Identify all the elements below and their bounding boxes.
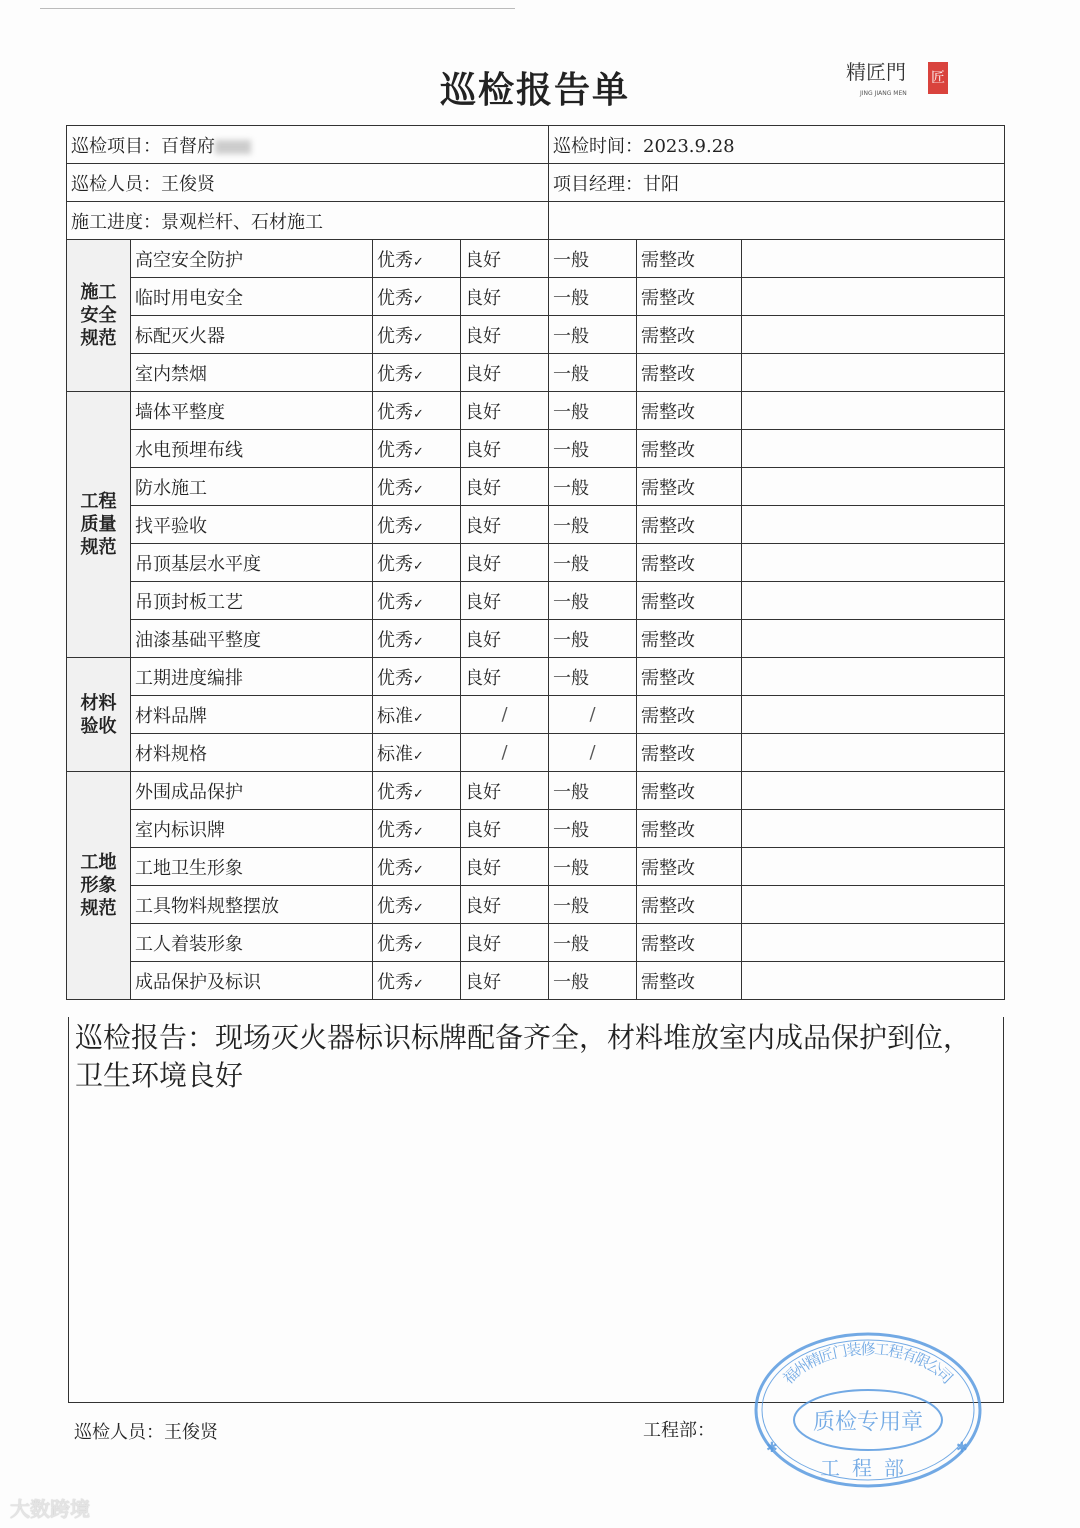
table-row [67, 354, 1005, 392]
rating-label: 一般 [553, 933, 589, 955]
rating-option [373, 582, 461, 620]
table-row [67, 316, 1005, 354]
rating-label: 良好 [465, 781, 501, 803]
rating-label: 优秀 [377, 325, 413, 347]
rating-label: 一般 [553, 553, 589, 575]
check-mark: ✓ [413, 976, 424, 992]
table-row [67, 962, 1005, 1000]
rating-option [461, 734, 549, 772]
rating-label: 一般 [553, 325, 589, 347]
rating-option [637, 924, 742, 962]
rating-option [461, 506, 549, 544]
category-cell: 工地形象规范 [67, 772, 131, 1000]
rating-option [637, 886, 742, 924]
blank-cell [742, 734, 1005, 772]
rating-option [637, 772, 742, 810]
rating-label: 一般 [553, 629, 589, 651]
rating-option [637, 582, 742, 620]
rating-option [373, 962, 461, 1000]
check-mark: ✓ [413, 444, 424, 460]
rating-label: 一般 [553, 477, 589, 499]
rating-option [549, 962, 637, 1000]
rating-label: 一般 [553, 667, 589, 689]
star-icon: ✱ [956, 1440, 968, 1456]
rating-option [637, 354, 742, 392]
blank-cell [742, 810, 1005, 848]
rating-label: / [501, 704, 508, 725]
rating-label: 良好 [465, 857, 501, 879]
blank-cell [742, 696, 1005, 734]
category-cell: 材料验收 [67, 658, 131, 772]
category-cell: 施工安全规范 [67, 240, 131, 392]
rating-option [461, 886, 549, 924]
rating-label: 需整改 [641, 515, 695, 537]
rating-label: 良好 [465, 363, 501, 385]
project-value: 百督府 [161, 135, 215, 157]
logo-badge: 匠 [928, 62, 948, 94]
rating-option [549, 392, 637, 430]
rating-option [373, 354, 461, 392]
header-row-project [67, 126, 1005, 164]
rating-label: 一般 [553, 439, 589, 461]
rating-label: / [589, 742, 596, 763]
blank-cell [742, 658, 1005, 696]
rating-option [637, 316, 742, 354]
item-name: 外围成品保护 [131, 772, 373, 810]
rating-option [373, 658, 461, 696]
rating-option [549, 430, 637, 468]
table-row [67, 506, 1005, 544]
rating-option [461, 924, 549, 962]
item-name: 材料规格 [131, 734, 373, 772]
table-row [67, 620, 1005, 658]
rating-label: 良好 [465, 249, 501, 271]
rating-option [549, 620, 637, 658]
rating-option [461, 392, 549, 430]
blank-cell [742, 772, 1005, 810]
rating-label: 优秀 [377, 629, 413, 651]
check-mark: ✓ [413, 330, 424, 346]
rating-label: 需整改 [641, 401, 695, 423]
item-name: 工期进度编排 [131, 658, 373, 696]
rating-option [637, 658, 742, 696]
item-name: 吊顶基层水平度 [131, 544, 373, 582]
table-row [67, 240, 1005, 278]
blank-cell [742, 240, 1005, 278]
rating-option [373, 696, 461, 734]
document-title: 巡检报告单 [439, 69, 630, 111]
item-name: 高空安全防护 [131, 240, 373, 278]
progress-label: 施工进度： [71, 211, 161, 233]
rating-label: 一般 [553, 515, 589, 537]
table-row [67, 392, 1005, 430]
rating-option [637, 468, 742, 506]
manager-value: 甘阳 [643, 173, 679, 195]
table-row [67, 278, 1005, 316]
item-name: 油漆基础平整度 [131, 620, 373, 658]
table-row [67, 772, 1005, 810]
rating-option [373, 886, 461, 924]
rating-option [461, 468, 549, 506]
item-name: 临时用电安全 [131, 278, 373, 316]
rating-option [637, 506, 742, 544]
rating-label: 优秀 [377, 933, 413, 955]
rating-label: 需整改 [641, 325, 695, 347]
rating-option [373, 240, 461, 278]
rating-label: 优秀 [377, 971, 413, 993]
stamp-outer-text: 福州精匠门装修工程有限公司 [779, 1339, 957, 1388]
rating-option [637, 278, 742, 316]
check-mark: ✓ [413, 596, 424, 612]
inspector-cell [67, 164, 549, 202]
logo-subtext: JING JIANG MEN [860, 90, 907, 97]
rating-option [549, 468, 637, 506]
rating-option [373, 620, 461, 658]
rating-label: 良好 [465, 439, 501, 461]
rating-option [549, 506, 637, 544]
check-mark: ✓ [413, 482, 424, 498]
table-row [67, 924, 1005, 962]
header-row-inspector [67, 164, 1005, 202]
rating-label: 优秀 [377, 591, 413, 613]
rating-label: 需整改 [641, 591, 695, 613]
rating-label: 一般 [553, 819, 589, 841]
item-name: 材料品牌 [131, 696, 373, 734]
rating-label: 优秀 [377, 439, 413, 461]
rating-label: 需整改 [641, 249, 695, 271]
rating-option [373, 544, 461, 582]
rating-option [637, 734, 742, 772]
rating-label: 一般 [553, 591, 589, 613]
rating-label: / [501, 742, 508, 763]
rating-option [637, 962, 742, 1000]
rating-option [637, 848, 742, 886]
blank-cell [742, 848, 1005, 886]
rating-label: 一般 [553, 895, 589, 917]
item-name: 工人着装形象 [131, 924, 373, 962]
rating-option [461, 620, 549, 658]
table-row [67, 886, 1005, 924]
logo-text: 精匠門 [846, 60, 906, 84]
rating-label: 需整改 [641, 819, 695, 841]
footer-dept: 工程部： [643, 1420, 715, 1441]
check-mark: ✓ [413, 558, 424, 574]
check-mark: ✓ [413, 786, 424, 802]
check-mark: ✓ [413, 672, 424, 688]
rating-option [637, 392, 742, 430]
rating-label: 一般 [553, 971, 589, 993]
item-name: 工地卫生形象 [131, 848, 373, 886]
rating-option [637, 810, 742, 848]
progress-cell [67, 202, 549, 240]
item-name: 工具物料规整摆放 [131, 886, 373, 924]
rating-label: 良好 [465, 553, 501, 575]
item-name: 标配灭火器 [131, 316, 373, 354]
table-row [67, 810, 1005, 848]
company-logo [846, 60, 950, 104]
rating-option [549, 848, 637, 886]
star-icon: ✱ [766, 1440, 778, 1456]
item-name: 找平验收 [131, 506, 373, 544]
time-cell [549, 126, 1005, 164]
rating-option [373, 810, 461, 848]
rating-option [637, 620, 742, 658]
rating-label: 优秀 [377, 287, 413, 309]
inspector-value: 王俊贤 [161, 173, 215, 195]
blank-cell [742, 316, 1005, 354]
rating-label: 需整改 [641, 477, 695, 499]
rating-option [549, 810, 637, 848]
rating-option [637, 696, 742, 734]
rating-option [461, 658, 549, 696]
blank-cell [742, 962, 1005, 1000]
rating-label: 一般 [553, 401, 589, 423]
rating-option [549, 316, 637, 354]
footer-inspector: 巡检人员：王俊贤 [74, 1422, 218, 1443]
table-row [67, 430, 1005, 468]
rating-option [549, 886, 637, 924]
blank-cell [742, 392, 1005, 430]
blank-cell [742, 506, 1005, 544]
rating-label: 需整改 [641, 287, 695, 309]
watermark: 大数跨境 [10, 1497, 90, 1521]
rating-label: 良好 [465, 477, 501, 499]
rating-option [373, 924, 461, 962]
table-row [67, 848, 1005, 886]
table-row [67, 544, 1005, 582]
quality-stamp [752, 1330, 984, 1490]
rating-label: 需整改 [641, 743, 695, 765]
rating-option [373, 316, 461, 354]
rating-label: 优秀 [377, 781, 413, 803]
check-mark: ✓ [413, 938, 424, 954]
header-row-progress [67, 202, 1005, 240]
item-name: 成品保护及标识 [131, 962, 373, 1000]
rating-option [549, 240, 637, 278]
blank-cell [742, 278, 1005, 316]
rating-option [637, 544, 742, 582]
rating-label: 良好 [465, 895, 501, 917]
rating-label: 需整改 [641, 439, 695, 461]
rating-label: 良好 [465, 325, 501, 347]
empty-cell [549, 202, 1005, 240]
table-row [67, 696, 1005, 734]
rating-label: 良好 [465, 401, 501, 423]
rating-label: 良好 [465, 629, 501, 651]
check-mark: ✓ [413, 862, 424, 878]
rating-option [373, 392, 461, 430]
progress-value: 景观栏杆、石材施工 [161, 211, 323, 233]
rating-option [373, 278, 461, 316]
blank-cell [742, 430, 1005, 468]
rating-label: 需整改 [641, 705, 695, 727]
rating-label: 优秀 [377, 515, 413, 537]
check-mark: ✓ [413, 254, 424, 270]
rating-label: 良好 [465, 591, 501, 613]
rating-option [549, 696, 637, 734]
rating-label: 优秀 [377, 667, 413, 689]
blank-cell [742, 468, 1005, 506]
table-row [67, 734, 1005, 772]
rating-option [461, 430, 549, 468]
time-value: 2023.9.28 [643, 135, 735, 157]
report-label: 巡检报告： [75, 1021, 216, 1054]
rating-label: 一般 [553, 249, 589, 271]
item-name: 水电预埋布线 [131, 430, 373, 468]
stamp-bottom-text: 工程部 [820, 1456, 916, 1480]
check-mark: ✓ [413, 292, 424, 308]
rating-option [461, 772, 549, 810]
project-cell [67, 126, 549, 164]
rating-option [549, 924, 637, 962]
rating-option [461, 278, 549, 316]
rating-label: 一般 [553, 857, 589, 879]
rating-label: 优秀 [377, 895, 413, 917]
check-mark: ✓ [413, 634, 424, 650]
rating-label: 一般 [553, 363, 589, 385]
item-name: 吊顶封板工艺 [131, 582, 373, 620]
rating-label: 良好 [465, 667, 501, 689]
rating-label: 需整改 [641, 857, 695, 879]
stamp-middle-text: 质检专用章 [812, 1410, 924, 1435]
rating-option [373, 772, 461, 810]
rating-option [549, 734, 637, 772]
rating-option [637, 430, 742, 468]
rating-label: 需整改 [641, 629, 695, 651]
rating-label: 良好 [465, 971, 501, 993]
rating-label: 良好 [465, 287, 501, 309]
redacted-mark [215, 140, 251, 154]
check-mark: ✓ [413, 710, 424, 726]
rating-label: 优秀 [377, 249, 413, 271]
table-row [67, 658, 1005, 696]
blank-cell [742, 620, 1005, 658]
rating-label: 优秀 [377, 401, 413, 423]
rating-label: 需整改 [641, 895, 695, 917]
rating-option [461, 582, 549, 620]
rating-label: 需整改 [641, 971, 695, 993]
rating-label: 需整改 [641, 667, 695, 689]
time-label: 巡检时间： [553, 135, 643, 157]
rating-option [373, 430, 461, 468]
blank-cell [742, 582, 1005, 620]
rating-option [549, 544, 637, 582]
rating-label: 标准 [377, 743, 413, 765]
check-mark: ✓ [413, 748, 424, 764]
item-name: 室内标识牌 [131, 810, 373, 848]
rating-label: 标准 [377, 705, 413, 727]
rating-option [373, 506, 461, 544]
rating-option [461, 354, 549, 392]
inspection-table [66, 125, 1005, 1000]
rating-option [461, 240, 549, 278]
item-name: 室内禁烟 [131, 354, 373, 392]
table-row [67, 582, 1005, 620]
rating-option [549, 658, 637, 696]
rating-option [373, 468, 461, 506]
blank-cell [742, 886, 1005, 924]
rating-label: 优秀 [377, 477, 413, 499]
rating-option [373, 848, 461, 886]
blank-cell [742, 924, 1005, 962]
manager-label: 项目经理： [553, 173, 643, 195]
inspector-label: 巡检人员： [71, 173, 161, 195]
rating-option [549, 278, 637, 316]
table-row [67, 468, 1005, 506]
rating-option [461, 316, 549, 354]
rating-option [549, 772, 637, 810]
rating-option [549, 582, 637, 620]
rating-option [461, 544, 549, 582]
check-mark: ✓ [413, 406, 424, 422]
report-text: 现场灭火器标识标牌配备齐全，材料堆放室内成品保护到位，卫生环境良好 [75, 1021, 972, 1092]
check-mark: ✓ [413, 900, 424, 916]
rating-label: 优秀 [377, 857, 413, 879]
check-mark: ✓ [413, 520, 424, 536]
item-name: 墙体平整度 [131, 392, 373, 430]
blank-cell [742, 354, 1005, 392]
rating-label: 优秀 [377, 363, 413, 385]
check-mark: ✓ [413, 824, 424, 840]
scan-line [40, 8, 515, 9]
rating-label: 优秀 [377, 553, 413, 575]
check-mark: ✓ [413, 368, 424, 384]
project-label: 巡检项目： [71, 135, 161, 157]
category-cell: 工程质量规范 [67, 392, 131, 658]
rating-option [549, 354, 637, 392]
rating-label: 需整改 [641, 363, 695, 385]
item-name: 防水施工 [131, 468, 373, 506]
rating-label: 良好 [465, 819, 501, 841]
rating-label: 优秀 [377, 819, 413, 841]
rating-label: 需整改 [641, 781, 695, 803]
rating-label: 需整改 [641, 553, 695, 575]
rating-option [461, 696, 549, 734]
rating-label: / [589, 704, 596, 725]
rating-label: 需整改 [641, 933, 695, 955]
rating-label: 良好 [465, 515, 501, 537]
rating-label: 一般 [553, 781, 589, 803]
rating-option [461, 810, 549, 848]
rating-option [461, 848, 549, 886]
rating-option [637, 240, 742, 278]
blank-cell [742, 544, 1005, 582]
rating-option [461, 962, 549, 1000]
rating-label: 良好 [465, 933, 501, 955]
rating-option [373, 734, 461, 772]
rating-label: 一般 [553, 287, 589, 309]
manager-cell [549, 164, 1005, 202]
